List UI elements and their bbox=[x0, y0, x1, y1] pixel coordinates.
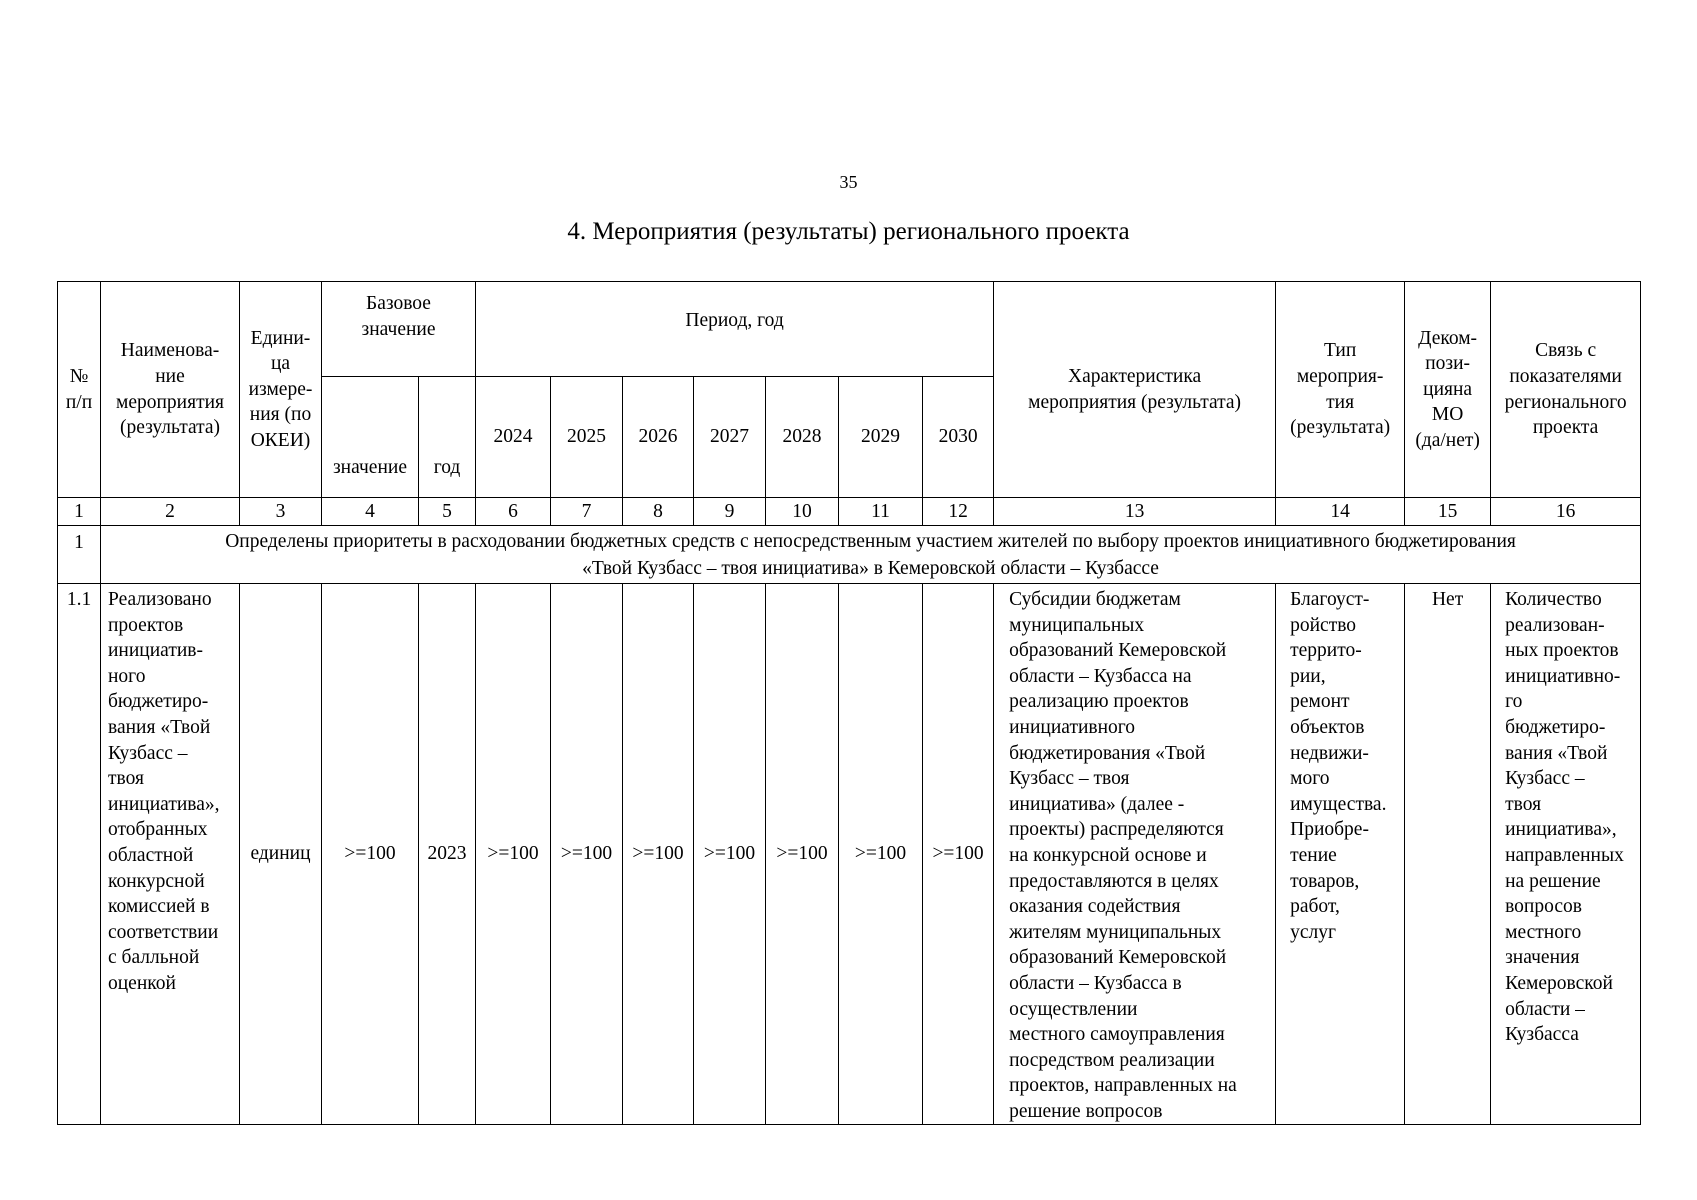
column-numbers-row bbox=[58, 498, 1641, 526]
section-row bbox=[58, 526, 1641, 584]
row-year-value: >=100 bbox=[839, 584, 923, 1125]
header-characteristic: Характеристика мероприятия (результата) bbox=[994, 282, 1276, 498]
section-title: Определены приоритеты в расходовании бюджетных средств с непосредственным участием жителей по выбору проектов инициативного бюджетирования «Твой Кузбасс – твоя инициатива» в Кемеровской области – Кузбассе bbox=[101, 526, 1641, 584]
header-num: № п/п bbox=[58, 282, 101, 498]
column-number: 1 bbox=[58, 498, 101, 526]
column-number: 15 bbox=[1405, 498, 1491, 526]
header-unit: Едини- ца измере- ния (по ОКЕИ) bbox=[240, 282, 322, 498]
row-indicator-link: Количество реализован- ных проектов инициативно- го бюджетиро- вания «Твой Кузбасс – твоя инициатива», направленных на решение вопросов местного значения Кемеровской области – Кузбасса bbox=[1491, 584, 1641, 1125]
page-title: 4. Мероприятия (результаты) регионального проекта bbox=[567, 218, 1130, 245]
column-number: 14 bbox=[1276, 498, 1405, 526]
row-year-value: >=100 bbox=[766, 584, 839, 1125]
row-base-value: >=100 bbox=[322, 584, 419, 1125]
header-row-top bbox=[58, 282, 1641, 377]
row-year-value: >=100 bbox=[923, 584, 994, 1125]
header-base-year: год bbox=[419, 377, 476, 498]
column-number: 5 bbox=[419, 498, 476, 526]
row-activity-type: Благоуст- ройство террито- рии, ремонт объектов недвижи- мого имущества. Приобре- тение товаров, работ, услуг bbox=[1276, 584, 1405, 1125]
header-year: 2027 bbox=[694, 377, 766, 498]
column-number: 4 bbox=[322, 498, 419, 526]
row-number: 1.1 bbox=[58, 584, 101, 1125]
row-activity-name: Реализовано проектов инициатив- ного бюджетиро- вания «Твой Кузбасс – твоя инициатива», отобранных областной конкурсной комиссией в соответствии с балльной оценкой bbox=[101, 584, 240, 1125]
row-year-value: >=100 bbox=[623, 584, 694, 1125]
row-characteristic: Субсидии бюджетам муниципальных образований Кемеровской области – Кузбасса на реализацию проектов инициативного бюджетирования «Твой Кузбасс – твоя инициатива» (далее - проекты) распределяются на конкурсной основе и предоставляются в целях оказания содействия жителям муниципальных образований Кемеровской области – Кузбасса в осуществлении местного самоуправления посредством реализации проектов, направленных на решение вопросов bbox=[994, 584, 1276, 1125]
header-decomposition: Деком- пози- цияна МО (да/нет) bbox=[1405, 282, 1491, 498]
header-base-value: значение bbox=[322, 377, 419, 498]
header-year: 2030 bbox=[923, 377, 994, 498]
header-year: 2028 bbox=[766, 377, 839, 498]
column-number: 11 bbox=[839, 498, 923, 526]
header-year: 2025 bbox=[551, 377, 623, 498]
header-year: 2029 bbox=[839, 377, 923, 498]
row-decomposition: Нет bbox=[1405, 584, 1491, 1125]
activities-table bbox=[57, 281, 1641, 1125]
row-year-value: >=100 bbox=[694, 584, 766, 1125]
header-name: Наименова- ние мероприятия (результата) bbox=[101, 282, 240, 498]
column-number: 12 bbox=[923, 498, 994, 526]
header-link: Связь с показателями регионального проекта bbox=[1491, 282, 1641, 498]
column-number: 7 bbox=[551, 498, 623, 526]
section-number: 1 bbox=[58, 526, 101, 584]
column-number: 9 bbox=[694, 498, 766, 526]
row-year-value: >=100 bbox=[476, 584, 551, 1125]
header-year: 2024 bbox=[476, 377, 551, 498]
column-number: 3 bbox=[240, 498, 322, 526]
column-number: 8 bbox=[623, 498, 694, 526]
header-type: Тип мероприя- тия (результата) bbox=[1276, 282, 1405, 498]
row-unit: единиц bbox=[240, 584, 322, 1125]
table-row bbox=[58, 584, 1641, 1125]
page-number: 35 bbox=[839, 172, 858, 192]
header-period: Период, год bbox=[476, 282, 994, 377]
header-base: Базовое значение bbox=[322, 282, 476, 377]
column-number: 6 bbox=[476, 498, 551, 526]
column-number: 13 bbox=[994, 498, 1276, 526]
row-year-value: >=100 bbox=[551, 584, 623, 1125]
row-base-year: 2023 bbox=[419, 584, 476, 1125]
column-number: 10 bbox=[766, 498, 839, 526]
column-number: 16 bbox=[1491, 498, 1641, 526]
column-number: 2 bbox=[101, 498, 240, 526]
header-year: 2026 bbox=[623, 377, 694, 498]
